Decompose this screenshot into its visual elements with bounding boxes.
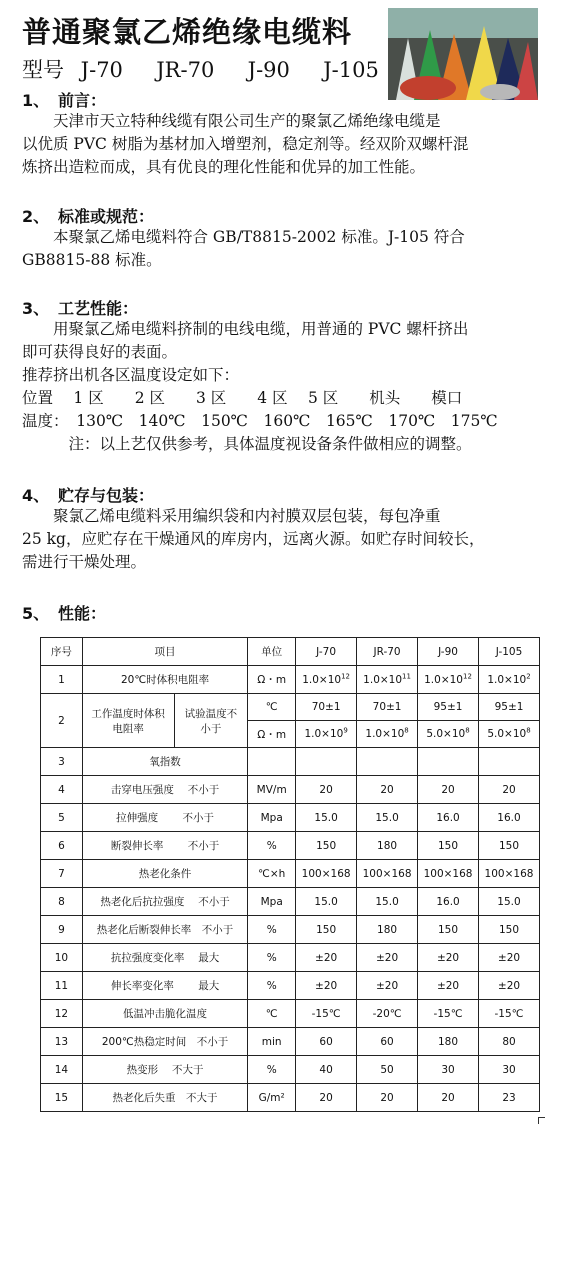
row-value: 15.0 bbox=[296, 888, 357, 916]
row-value: 180 bbox=[357, 832, 418, 860]
row-value: 16.0 bbox=[479, 804, 540, 832]
row-number: 12 bbox=[41, 1000, 83, 1028]
row-value: ±20 bbox=[296, 944, 357, 972]
section-1-heading: 1、 前言： bbox=[22, 91, 107, 110]
section-5-heading: 5、 性能： bbox=[22, 604, 107, 623]
section-4-line: 需进行干燥处理。 bbox=[22, 553, 147, 571]
table-body bbox=[41, 748, 540, 1112]
row-unit: % bbox=[248, 972, 296, 1000]
table-row bbox=[41, 776, 540, 804]
table-row bbox=[41, 972, 540, 1000]
section-1-line: 以优质 PVC 树脂为基材加入增塑剂，稳定剂等。经双阶双螺杆混 bbox=[22, 135, 469, 153]
row-value: 20 bbox=[296, 776, 357, 804]
row-value: 150 bbox=[479, 916, 540, 944]
row-value: 150 bbox=[418, 916, 479, 944]
row-number: 9 bbox=[41, 916, 83, 944]
row-value: -15℃ bbox=[479, 1000, 540, 1028]
row-value bbox=[296, 748, 357, 776]
table-row bbox=[41, 860, 540, 888]
row-number: 3 bbox=[41, 748, 83, 776]
row-unit: % bbox=[248, 832, 296, 860]
row-value: 95±1 bbox=[418, 694, 479, 721]
corner-mark bbox=[538, 1117, 545, 1124]
pellets-image bbox=[388, 8, 538, 100]
row-value: 40 bbox=[296, 1056, 357, 1084]
row-value: ±20 bbox=[357, 944, 418, 972]
table-row bbox=[41, 944, 540, 972]
section-1-line: 炼挤出造粒而成，具有优良的理化性能和优异的加工性能。 bbox=[22, 158, 426, 176]
section-3-line: 位置 1 区 2 区 3 区 4 区 5 区 机头 模口 bbox=[22, 389, 463, 407]
row-number: 1 bbox=[41, 666, 83, 694]
row-value bbox=[357, 748, 418, 776]
row-value: 20 bbox=[357, 1084, 418, 1112]
row-item: 热老化条件 bbox=[82, 860, 247, 888]
row-value: 20 bbox=[296, 1084, 357, 1112]
row-value: 100×168 bbox=[296, 860, 357, 888]
row-value bbox=[418, 748, 479, 776]
row-value: 15.0 bbox=[296, 804, 357, 832]
row-value: 16.0 bbox=[418, 804, 479, 832]
row-number: 15 bbox=[41, 1084, 83, 1112]
product-photo bbox=[388, 8, 538, 100]
row-item: 抗拉强度变化率 最大 bbox=[82, 944, 247, 972]
section-3-line: 推荐挤出机各区温度设定如下： bbox=[22, 366, 240, 384]
row-value: 30 bbox=[418, 1056, 479, 1084]
row-value: 23 bbox=[479, 1084, 540, 1112]
properties-table bbox=[40, 637, 540, 1112]
header-cell: 序号 bbox=[41, 638, 83, 666]
row-item: 20℃时体积电阻率 bbox=[82, 666, 247, 694]
row-value: 20 bbox=[418, 1084, 479, 1112]
row-value: 20 bbox=[479, 776, 540, 804]
row-unit: % bbox=[248, 916, 296, 944]
row-value: $1.0\times 10^{12}$ bbox=[296, 666, 357, 694]
section-2-line: 本聚氯乙烯电缆料符合 GB/T8815-2002 标准。J-105 符合 bbox=[22, 228, 465, 246]
row-unit: Mpa bbox=[248, 804, 296, 832]
row-value: ±20 bbox=[418, 944, 479, 972]
table-row bbox=[41, 832, 540, 860]
row-value: 80 bbox=[479, 1028, 540, 1056]
section-4-line: 25 kg，应贮存在干燥通风的库房内，远离火源。如贮存时间较长， bbox=[22, 530, 485, 548]
row-value: ±20 bbox=[418, 972, 479, 1000]
row-item: 工作温度时体积电阻率 bbox=[82, 694, 174, 748]
row-number: 7 bbox=[41, 860, 83, 888]
row-value: 60 bbox=[296, 1028, 357, 1056]
row-value: $1.0\times 10^9$ bbox=[296, 721, 357, 748]
row-unit: MV/m bbox=[248, 776, 296, 804]
row-value: 16.0 bbox=[418, 888, 479, 916]
table-row bbox=[41, 666, 540, 694]
row-value: -15℃ bbox=[296, 1000, 357, 1028]
row-unit: Mpa bbox=[248, 888, 296, 916]
table-row bbox=[41, 888, 540, 916]
row-value: $1.0\times 10^8$ bbox=[357, 721, 418, 748]
row-value: ±20 bbox=[479, 972, 540, 1000]
row-number: 6 bbox=[41, 832, 83, 860]
row-value: $5.0\times 10^8$ bbox=[479, 721, 540, 748]
row-item: 热老化后失重 不大于 bbox=[82, 1084, 247, 1112]
table-row bbox=[41, 694, 540, 721]
row-unit: G/m² bbox=[248, 1084, 296, 1112]
row-value: $1.0\times 10^2$ bbox=[479, 666, 540, 694]
table-row bbox=[41, 1056, 540, 1084]
row-item: 氧指数 bbox=[82, 748, 247, 776]
row-item-sub: 试验温度不小于 bbox=[174, 694, 248, 748]
table-row bbox=[41, 1084, 540, 1112]
row-value: 70±1 bbox=[357, 694, 418, 721]
table-header-row bbox=[41, 638, 540, 666]
row-value: -15℃ bbox=[418, 1000, 479, 1028]
row-item: 热老化后断裂伸长率 不小于 bbox=[82, 916, 247, 944]
row-value: 150 bbox=[479, 832, 540, 860]
row-number: 4 bbox=[41, 776, 83, 804]
row-value: ±20 bbox=[479, 944, 540, 972]
row-item: 伸长率变化率 最大 bbox=[82, 972, 247, 1000]
row-item: 热变形 不大于 bbox=[82, 1056, 247, 1084]
section-4-line: 聚氯乙烯电缆料采用编织袋和内衬膜双层包装，每包净重 bbox=[22, 507, 441, 525]
row-number: 8 bbox=[41, 888, 83, 916]
row-number: 2 bbox=[41, 694, 83, 748]
row-value: 50 bbox=[357, 1056, 418, 1084]
row-item: 200℃热稳定时间 不小于 bbox=[82, 1028, 247, 1056]
row-unit: % bbox=[248, 944, 296, 972]
row-value: 30 bbox=[479, 1056, 540, 1084]
row-value: 15.0 bbox=[357, 804, 418, 832]
row-value: $1.0\times 10^{11}$ bbox=[357, 666, 418, 694]
row-value: 150 bbox=[296, 832, 357, 860]
row-item: 低温冲击脆化温度 bbox=[82, 1000, 247, 1028]
row-value: 100×168 bbox=[357, 860, 418, 888]
row-unit: ℃×h bbox=[248, 860, 296, 888]
section-2-line: GB8815-88 标准。 bbox=[22, 251, 162, 269]
row-number: 11 bbox=[41, 972, 83, 1000]
row-value: 95±1 bbox=[479, 694, 540, 721]
header-cell: J-70 bbox=[296, 638, 357, 666]
row-value: 15.0 bbox=[479, 888, 540, 916]
section-1-line: 天津市天立特种线缆有限公司生产的聚氯乙烯绝缘电缆是 bbox=[22, 112, 441, 130]
header-cell: 项目 bbox=[82, 638, 247, 666]
section-3-line: 用聚氯乙烯电缆料挤制的电线电缆，用普通的 PVC 螺杆挤出 bbox=[22, 320, 469, 338]
row-value: 20 bbox=[357, 776, 418, 804]
row-value: $5.0\times 10^8$ bbox=[418, 721, 479, 748]
row-item: 断裂伸长率 不小于 bbox=[82, 832, 247, 860]
row-value: $1.0\times 10^{12}$ bbox=[418, 666, 479, 694]
row-unit bbox=[248, 748, 296, 776]
row-unit: Ω・m bbox=[248, 721, 296, 748]
row-value: 70±1 bbox=[296, 694, 357, 721]
row-value: -20℃ bbox=[357, 1000, 418, 1028]
row-unit: Ω・m bbox=[248, 666, 296, 694]
row-number: 10 bbox=[41, 944, 83, 972]
row-number: 13 bbox=[41, 1028, 83, 1056]
row-item: 击穿电压强度 不小于 bbox=[82, 776, 247, 804]
row-unit: % bbox=[248, 1056, 296, 1084]
row-unit: min bbox=[248, 1028, 296, 1056]
header-cell: JR-70 bbox=[357, 638, 418, 666]
table-row bbox=[41, 748, 540, 776]
row-unit: ℃ bbox=[248, 694, 296, 721]
header-cell: J-105 bbox=[479, 638, 540, 666]
section-2-heading: 2、 标准或规范： bbox=[22, 207, 155, 226]
row-value: 150 bbox=[296, 916, 357, 944]
section-4-heading: 4、 贮存与包装： bbox=[22, 486, 155, 505]
table-row bbox=[41, 1000, 540, 1028]
row-value: 60 bbox=[357, 1028, 418, 1056]
row-value: ±20 bbox=[296, 972, 357, 1000]
header-cell: J-90 bbox=[418, 638, 479, 666]
row-number: 14 bbox=[41, 1056, 83, 1084]
row-value: 100×168 bbox=[479, 860, 540, 888]
row-value: 180 bbox=[357, 916, 418, 944]
row-value: ±20 bbox=[357, 972, 418, 1000]
table-row bbox=[41, 1028, 540, 1056]
row-value: 180 bbox=[418, 1028, 479, 1056]
table-row bbox=[41, 916, 540, 944]
section-3-line: 即可获得良好的表面。 bbox=[22, 343, 178, 361]
row-item: 热老化后抗拉强度 不小于 bbox=[82, 888, 247, 916]
row-value: 150 bbox=[418, 832, 479, 860]
row-value bbox=[479, 748, 540, 776]
header-cell: 单位 bbox=[248, 638, 296, 666]
row-value: 15.0 bbox=[357, 888, 418, 916]
section-3-line: 温度： 130℃ 140℃ 150℃ 160℃ 165℃ 170℃ 175℃ bbox=[22, 412, 498, 430]
row-unit: ℃ bbox=[248, 1000, 296, 1028]
row-value: 100×168 bbox=[418, 860, 479, 888]
row-value: 20 bbox=[418, 776, 479, 804]
document-title: 普通聚氯乙烯绝缘电缆料 bbox=[22, 15, 353, 49]
model-line: 型号 J-70 JR-70 J-90 J-105 bbox=[22, 58, 379, 82]
section-3-heading: 3、 工艺性能： bbox=[22, 299, 139, 318]
table-row bbox=[41, 804, 540, 832]
row-number: 5 bbox=[41, 804, 83, 832]
row-item: 拉伸强度 不小于 bbox=[82, 804, 247, 832]
section-3-line: 注：以上艺仅供参考，具体温度视设备条件做相应的调整。 bbox=[22, 435, 472, 453]
